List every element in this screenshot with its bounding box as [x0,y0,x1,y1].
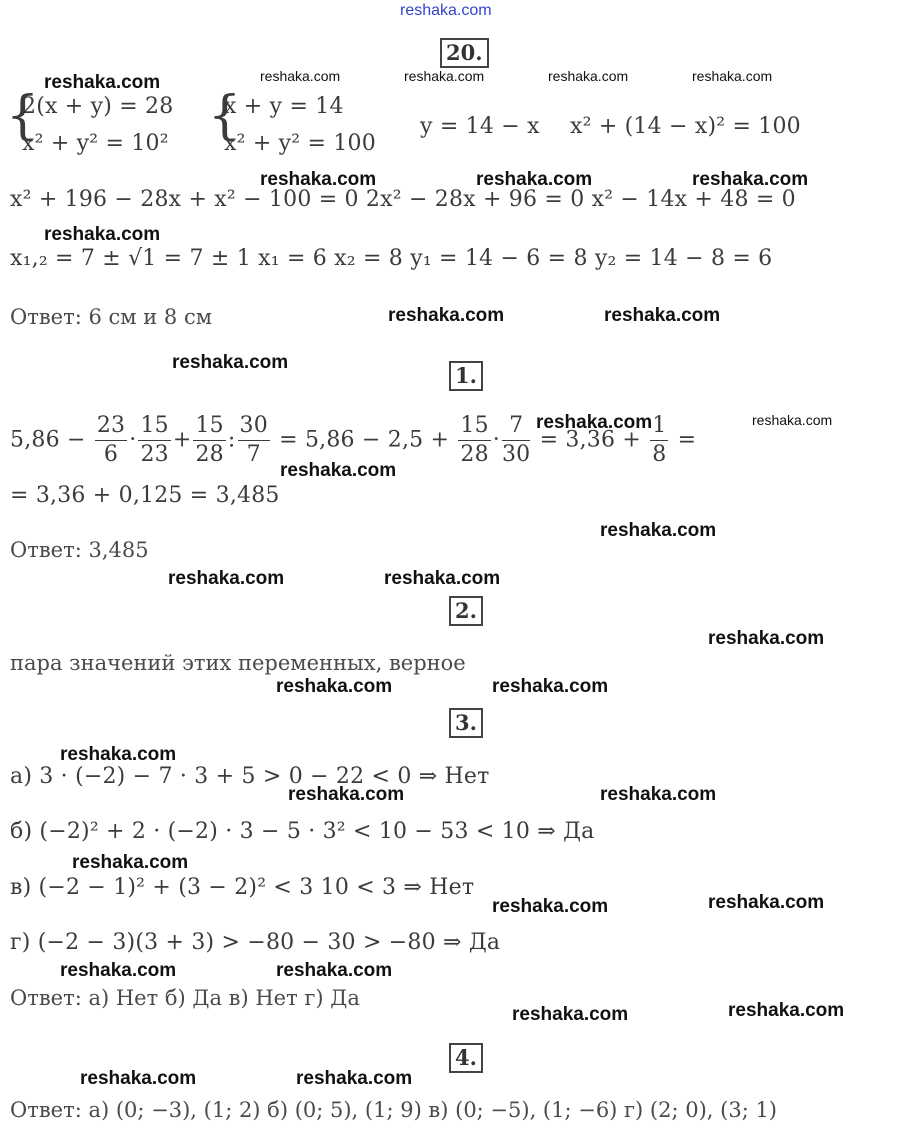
fraction-3: $\frac{15}{28}$ [195,413,224,467]
watermark[interactable]: reshaka.com [280,460,397,481]
task3-answer: Ответ: а) Нет б) Да в) Нет г) Да [10,986,360,1010]
task-2-number: 2. [449,596,483,626]
watermark[interactable]: reshaka.com [260,169,377,190]
top-watermark[interactable]: reshaka.com [400,2,492,19]
watermark[interactable]: reshaka.com [728,1000,845,1021]
task3-item-b: б) (−2)² + 2 · (−2) · 3 − 5 · 3² < 10 − 53 < 10 ⇒ Да [10,819,595,844]
task-4-number: 4. [449,1043,483,1073]
task3-item-d: г) (−2 − 3)(3 + 3) > −80 − 30 > −80 ⇒ Да [10,930,501,955]
fraction-6: $\frac{7}{30}$ [501,413,531,467]
watermark[interactable]: reshaka.com [476,169,593,190]
watermark-small[interactable]: reshaka.com [548,68,629,84]
fraction-4: $\frac{30}{7}$ [239,413,268,467]
expr-start: 5,86 − [10,427,86,453]
watermark-small[interactable]: reshaka.com [692,68,773,84]
watermark[interactable]: reshaka.com [172,352,289,373]
fraction-1: $\frac{23}{6}$ [96,413,126,467]
fraction-2: $\frac{15}{23}$ [140,413,169,467]
watermark-small[interactable]: reshaka.com [404,68,485,84]
expr-mid: = 5,86 − 2,5 + [279,427,450,453]
expr-mid2: = 3,36 + [539,427,642,453]
watermark[interactable]: reshaka.com [708,628,825,649]
watermark[interactable]: reshaka.com [168,568,285,589]
system-brace-1: { [6,86,40,146]
watermark-small[interactable]: reshaka.com [752,412,833,428]
system-brace-2: { [208,86,242,146]
task1-line2: = 3,36 + 0,125 = 3,485 [10,483,280,508]
watermark[interactable]: reshaka.com [692,169,809,190]
watermark[interactable]: reshaka.com [44,72,161,93]
watermark[interactable]: reshaka.com [536,412,653,433]
watermark[interactable]: reshaka.com [512,1004,629,1025]
task1-expression: 5,86 − $\frac{23}{6}$ · $\frac{15}{23}$ + $\frac{15}{28}$ : $\frac{30}{7}$ = 5,86 − 2,5 + $\frac{15}{28}$ · $\frac{7}{30}$ = 3,36 + $\frac{1}{8}$ = [10,413,697,467]
task20-answer: Ответ: 6 см и 8 см [10,305,213,329]
watermark[interactable]: reshaka.com [296,1068,413,1089]
system2-line2: x² + y² = 100 [224,131,376,156]
watermark[interactable]: reshaka.com [492,896,609,917]
watermark[interactable]: reshaka.com [80,1068,197,1089]
fraction-5: $\frac{15}{28}$ [460,413,489,467]
watermark[interactable]: reshaka.com [604,305,721,326]
watermark[interactable]: reshaka.com [388,305,505,326]
task-3-number: 3. [449,708,483,738]
system1-line1: 2(x + y) = 28 [22,94,174,119]
watermark[interactable]: reshaka.com [44,224,161,245]
task4-answer: Ответ: а) (0; −3), (1; 2) б) (0; 5), (1; 9) в) (0; −5), (1; −6) г) (2; 0), (3; 1) [10,1098,777,1122]
watermark[interactable]: reshaka.com [708,892,825,913]
fraction-7: $\frac{1}{8}$ [652,413,667,467]
task20-line3: x₁,₂ = 7 ± √1 = 7 ± 1 x₁ = 6 x₂ = 8 y₁ = 14 − 6 = 8 y₂ = 14 − 8 = 6 [10,246,773,271]
watermark[interactable]: reshaka.com [60,960,177,981]
watermark[interactable]: reshaka.com [276,960,393,981]
task-20-number: 20. [440,38,489,68]
task3-item-a: а) 3 · (−2) − 7 · 3 + 5 > 0 − 22 < 0 ⇒ Нет [10,764,490,789]
watermark[interactable]: reshaka.com [600,784,717,805]
watermark[interactable]: reshaka.com [288,784,405,805]
watermark[interactable]: reshaka.com [492,676,609,697]
watermark[interactable]: reshaka.com [60,744,177,765]
task-1-number: 1. [449,361,483,391]
watermark[interactable]: reshaka.com [384,568,501,589]
system1-line2: x² + y² = 10² [22,131,169,156]
watermark[interactable]: reshaka.com [72,852,189,873]
watermark-small[interactable]: reshaka.com [260,68,341,84]
task3-item-c: в) (−2 − 1)² + (3 − 2)² < 3 10 < 3 ⇒ Нет [10,875,475,900]
watermark[interactable]: reshaka.com [600,520,717,541]
task20-line2: x² + 196 − 28x + x² − 100 = 0 2x² − 28x + 96 = 0 x² − 14x + 48 = 0 [10,187,796,212]
system2-line1: x + y = 14 [224,94,344,119]
equation-y: y = 14 − x [420,114,540,139]
task2-text: пара значений этих переменных, верное [10,651,466,675]
task1-answer: Ответ: 3,485 [10,538,149,562]
watermark[interactable]: reshaka.com [276,676,393,697]
equation-substitution: x² + (14 − x)² = 100 [570,114,801,139]
